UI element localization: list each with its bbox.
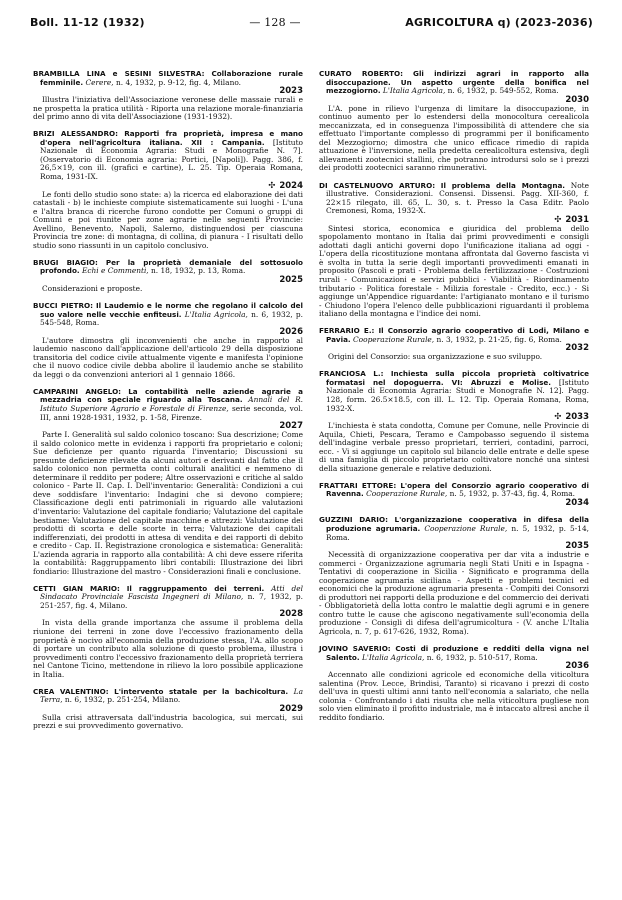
entry-number: 2027 — [279, 421, 303, 432]
bibliography-entry — [33, 688, 303, 731]
entry-source: Cooperazione Rurale, — [353, 334, 435, 344]
entry-author: BRIZI ALESSANDRO: — [33, 129, 119, 139]
entry-abstract: Accennato alle condizioni agricole ed economiche della viticoltura salentina (Prov. Lecce, Brindisi, Taranto) si ricavano i prezzi di costo dell'uva in questi ultimi anni tanto nell'economia a salariato, che nella colonia - Confrontando i dati risulta che nella viticoltura pugliese non solo vien eliminato il profitto industriale, ma è intaccato altresì anche il reddito fondiario. — [319, 670, 589, 722]
entry-citation — [33, 259, 303, 276]
entry-number: 2033 — [565, 412, 589, 423]
entry-source: Atti del Sindacato Provinciale Fascista Ingegneri di Milano, — [40, 583, 303, 602]
entry-citation — [319, 327, 589, 344]
entry-citation — [319, 370, 589, 413]
entry-author: GUZZINI DARIO: — [319, 515, 388, 525]
entry-abstract: L'inchiesta è stata condotta, Comune per Comune, nelle Provincie di Aquila, Chieti, Pescara, Teramo e Campobasso seguendo il sistema dell'indagine verbale presso proprietari, terrieri, contadini, parroci, ecc. - Vi si aggiunge un capitolo sul bilancio delle entrate e delle spese di una famiglia di piccolo proprietario coltivatore nonché una sintesi della situazione generale e relative deduzioni. — [319, 421, 589, 473]
entry-citation — [319, 482, 589, 499]
entry-author: CURATO ROBERTO: — [319, 69, 403, 78]
entry-abstract: Parte I. Generalità sul saldo colonico toscano: Sua descrizione; Come il saldo colonico mette in evidenza i rapporti fra proprietario e coloni; Sue deficienze per quanto riguarda l'inventario; Discussioni su presunte deficienze rilevate da alcuni autori e derivanti dal fatto che il saldo colonico non permetta conti colturali analitici e nemmeno di determinare il reddito per podere; Altre osservazioni e critiche al saldo colonico - Parte II. Cap. I. Dell'inventario: Generalità: Condizioni a cui deve soddisfare l'inventario: Indagini che si devono compiere; Classificazione degli enti patrimoniali in riguardo alle valutazioni d'inventario: Valutazione del capitale fondiario; Valutazione del capitale bestiame: Valutazione del capitale macchine e attrezzi: Valutazione dei prodotti di scorta e delle scorte in terra; Valutazione dei capitali indifferenziati, dei prodotti in attesa di vendita e dei rapporti di debito e credito - Cap. II. Registrazione cronologica e sistematica: Generalità: L'azienda agraria in rapporto alla contabilità: A chi deve essere riferita la contabilità: Raggruppamento libri contabili: Illustrazione dei libri fondiario: Illustrazione del mastro - Considerazioni finali e conclusione. — [33, 430, 303, 576]
bibliography-entry — [319, 182, 589, 319]
entry-author: CETTI GIAN MARIO: — [33, 583, 120, 593]
entry-title: Collaborazione rurale femminile. — [40, 69, 304, 87]
entry-details: n. 6, 1932, p. 549-552, Roma. — [447, 86, 559, 96]
entry-title: L'intervento statale per la bachicoltura. — [114, 686, 289, 696]
bulletin-issue: Boll. 11-12 (1932) — [30, 16, 145, 29]
review-star-icon: ✣ — [554, 412, 562, 423]
bibliography-entry — [33, 70, 303, 122]
entry-title: Per la proprietà demaniale del sottosuolo profondo. — [40, 257, 303, 276]
running-header — [30, 16, 593, 32]
entry-number: 2030 — [565, 94, 589, 105]
entry-number: 2034 — [565, 497, 589, 508]
right-column — [319, 70, 589, 731]
entry-source: Cerere, — [85, 77, 114, 87]
entry-citation — [319, 182, 589, 216]
entry-citation — [33, 302, 303, 328]
entry-details: Note illustrative. Considerazioni. Consensi. Dissensi. Pagg. XII-360, f. 22×15 rilegato, ill. 65, L. 30, s. t. Presso la Casa Editr. Paolo Cremonesi, Roma, 1932-X. — [326, 180, 589, 216]
entry-source: L'Italia Agricola, — [361, 652, 425, 662]
bibliography-entry — [33, 388, 303, 576]
entry-source: Annali del R. Istituto Superiore Agrario e Forestale di Firenze, — [40, 395, 304, 413]
bibliography-entry — [319, 370, 589, 473]
entry-author: CAMPARINI ANGELO: — [33, 386, 122, 396]
entry-number: 2028 — [279, 609, 303, 620]
entry-abstract: Illustra l'iniziativa dell'Associazione veronese delle massaie rurali e ne prospetta la pratica utilità - Riporta una relazione morale-finanziaria del primo anno di vita dell'Associazione (1931-1932). — [33, 95, 303, 122]
entry-number: 2024 — [279, 180, 303, 191]
review-star-icon: ✣ — [554, 214, 562, 225]
entry-source: L'Italia Agricola, — [184, 309, 248, 319]
entry-abstract: Sulla crisi attraversata dall'industria bacologica, sui mercati, sui prezzi e sui provvedimento governativo. — [33, 712, 303, 731]
bibliography-entry — [319, 516, 589, 636]
entry-abstract: L'autore dimostra gli inconvenienti che anche in rapporto al laudemio nascono dall'applicazione dell'articolo 29 della disposizione transitoria del codice civile attualmente vigente e manifesta l'opinione che il nuovo codice civile debba abolire il laudemio anche se stabilito da leggi o da convenzioni anteriori al 1 gennaio 1866. — [33, 335, 303, 379]
entry-citation — [319, 516, 589, 542]
entry-title: Il Laudemio e le norme che regolano il calcolo del suo valore nelle vecchie enfiteusi. — [40, 300, 303, 319]
entry-citation — [33, 688, 303, 705]
entry-details: n. 5, 1932, p. 5-14, Roma. — [326, 524, 589, 542]
entry-abstract: Origini del Consorzio: sua organizzazione e suo sviluppo. — [328, 352, 543, 362]
entry-details: n. 6, 1932, p. 510-517, Roma. — [426, 652, 538, 662]
entry-title: Inchiesta sulla piccola proprietà coltivatrice formatasi nel dopoguerra. VI: Abruzzi e Molise. — [326, 369, 589, 387]
entry-abstract: In vista della grande importanza che assume il problema della riunione dei terreni in zone dove l'eccessivo frazionamento della proprietà è nocivo all'economia della produzione stessa, l'A. allo scopo di portare un contributo alla soluzione di questo problema, illustra i provvedimenti contro l'eccessivo frazionamento della proprietà terriera nel Cantone Ticino, mettendone in rilievo la loro possibile applicazione in Italia. — [33, 618, 303, 679]
entry-author: DI CASTELNUOVO ARTURO: — [319, 180, 436, 190]
entry-details: n. 6, 1932, p. 251-254, Milano. — [64, 695, 181, 705]
entry-author: BRAMBILLA LINA e SESINI SILVESTRA: — [33, 69, 205, 78]
entry-title: L'opera del Consorzio agrario cooperativo di Ravenna. — [326, 480, 589, 499]
review-star-icon: ✣ — [268, 180, 276, 191]
entry-author: JOVINO SAVERIO: — [319, 644, 391, 654]
entry-citation — [33, 70, 303, 87]
entry-title: Rapporti fra proprietà, impresa e mano d'opera nell'agricoltura italiana. XII : Campania. — [40, 129, 303, 147]
entry-title: Il problema della Montagna. — [440, 180, 566, 190]
entry-source: La Terra, — [40, 686, 303, 705]
entry-abstract: Sintesi storica, economica e giuridica del problema dello spopolamento montano in Italia dai primi provvedimenti e consigli adottati dagli antichi governi dopo l'unificazione italiana ad oggi - L'opera della ricostituzione montana affrontata dal Governo fascista vi è svolta in tutta la serie degli importanti provvedimenti emanati in proposito (Pascoli e prati - Problema della fertilizzazione - Costruzioni rurali - Comunicazioni e servizi pubblici - Viabilità - Riordinamento tributario - Politica forestale - Milizia forestale - Credito, ecc.) - Si aggiunge un'Appendice riguardante: l'artigianato montano e il turismo - Chiudono l'opera l'elenco delle pubblicazioni riguardanti il problema italiano della montagna e l'indice dei nomi. — [319, 223, 589, 319]
entry-details: n. 4, 1932, p. 9-12, fig. 4, Milano. — [116, 77, 242, 87]
entry-title: Gli indirizzi agrari in rapporto alla disoccupazione. Un aspetto urgente della bonifica nel mezzogiorno. — [326, 69, 590, 96]
entry-citation — [33, 388, 303, 422]
entry-details: n. 18, 1932, p. 13, Roma. — [151, 266, 246, 276]
left-column — [33, 70, 303, 740]
entry-title: Il raggruppamento dei terreni. — [126, 583, 265, 593]
entry-number-line — [319, 499, 589, 508]
entry-source: Cooperazione Rurale, — [366, 489, 448, 499]
entry-author: FRATTARI ETTORE: — [319, 480, 397, 490]
entry-number: 2031 — [565, 214, 589, 225]
bibliography-entry — [319, 327, 589, 362]
entry-number: 2035 — [565, 541, 589, 552]
bibliography-entry — [33, 585, 303, 679]
entry-citation — [319, 70, 589, 96]
entry-abstract: L'A. pone in rilievo l'urgenza di limitare la disoccupazione, in continuo aumento per lo estendersi della monocoltura cerealicola meccanizzata, ed in conseguenza l'impossibilità di attendere che sia effettuato l'importante complesso di programmi per il bonificamento del Mezzogiorno; dimostra che unico efficace rimedio di rapida attuazione è l'inversione, nella predetta cerealicoltura estensiva, degli allevamenti zootecnici stallini, che potranno introdursi solo se i prezzi dei prodotti zootecnici saranno rimunerativi. — [319, 103, 589, 173]
entry-source: L'Italia Agricola, — [382, 86, 446, 96]
entry-citation — [319, 645, 589, 662]
entry-details: n. 5, 1932, p. 37-43, fig. 4, Roma. — [449, 489, 575, 499]
entry-title: Costi di produzione e redditi della vigna nel Salento. — [326, 644, 589, 662]
bibliography-entry — [319, 70, 589, 173]
page-number: — 128 — — [249, 16, 301, 29]
bibliography-entry — [319, 482, 589, 508]
entry-author: BUCCI PIETRO: — [33, 300, 93, 310]
entry-number: 2023 — [279, 86, 303, 97]
entry-number: 2026 — [279, 326, 303, 337]
entry-citation — [33, 585, 303, 611]
entry-details: n. 7, 1932, p. 251-257, fig. 4, Milano. — [40, 592, 303, 610]
entry-author: FRANCIOSA L.: — [319, 369, 384, 379]
entry-abstract: Le fonti dello studio sono state: a) la ricerca ed elaborazione dei dati catastali - b) le inchieste compiute sistematicamente sui luoghi - L'una e l'altra branca di ricerche furono condotte per Comuni o gruppi di Comuni e poi riunite per zone agrarie nelle seguenti Provincie: Avellino, Benevento, Napoli, Salerno, distinguendosi per ciascuna Provincia tre zone: di montagna, di collina, di pianura - I risultati dello studio sono riassunti in un capitolo conclusivo. — [33, 189, 303, 250]
entry-abstract: Considerazioni e proposte. — [42, 283, 143, 293]
entry-number: 2025 — [279, 274, 303, 285]
entry-author: FERRARIO E.: — [319, 326, 375, 336]
entry-details: [Istituto Nazionale di Economia Agraria: Studi e Monografie N. 7]. (Osservatorio di Economia agraria: Portici, [Napoli]). Pagg. 386, f. 26,5×19, con ill. (grafici e cartine), L. 25. Tip. Operaia Romana, Roma, 1931-IX. — [40, 137, 303, 181]
entry-number: 2036 — [565, 661, 589, 672]
entry-details: [Istituto Nazionale di Economia Agraria: Studi e Monografie N. 12]. Pagg. 128, form. 26.5×18.5, con ill. L. 12. Tip. Operaia Romana, Roma, 1932-X. — [326, 377, 589, 413]
section-range: AGRICOLTURA q) (2023-2036) — [405, 16, 593, 29]
entry-title: La contabilità nelle aziende agrarie a mezzadria con speciale riguardo alla Toscana. — [40, 386, 303, 405]
entry-source: Echi e Commenti, — [81, 266, 149, 276]
entry-source: Cooperazione Rurale, — [424, 524, 508, 534]
entry-citation — [33, 130, 303, 181]
entry-author: CREA VALENTINO: — [33, 686, 109, 696]
bibliography-entry — [33, 302, 303, 379]
bibliography-entry — [33, 259, 303, 294]
entry-title: L'organizzazione cooperativa in difesa della produzione agrumaria. — [326, 515, 589, 534]
entry-author: BRUGI BIAGIO: — [33, 257, 98, 267]
entry-abstract: Necessità di organizzazione cooperativa per dar vita a industrie e commerci - Organizzazione agrumaria negli Stati Uniti e in Ispagna - Tentativi di cooperazione in Sicilia - Significato e programma della cooperazione agrumaria siciliana - Aspetti e problemi tecnici ed economici che la produzione agrumaria presenta - Compiti dei Consorzi di produttori nei rapporti della produzione e del commercio dei derivati - Obbligatorietà della lotta contro le malattie degli agrumi e in genere contro tutte le cause che agiscono negativamente sull'economia della produzione - Consigli di difesa dell'agrumicoltura - (V. anche L'Italia Agricola, n. 7, p. 617-626, 1932, Roma). — [319, 550, 589, 637]
entry-number: 2029 — [279, 703, 303, 714]
bibliography-entry — [319, 645, 589, 722]
entry-details: n. 3, 1932, p. 21-25, fig. 6, Roma. — [436, 334, 562, 344]
entry-number: 2032 — [565, 343, 589, 354]
bibliography-entry — [33, 130, 303, 250]
entry-details: n. 6, 1932, p. 545-548, Roma. — [40, 309, 303, 328]
entry-title: Il Consorzio agrario cooperativo di Lodi, Milano e Pavia. — [326, 326, 589, 344]
entry-details: serie seconda, vol. III, anni 1928-1931, 1932, p. 1-58, Firenze. — [40, 403, 303, 422]
